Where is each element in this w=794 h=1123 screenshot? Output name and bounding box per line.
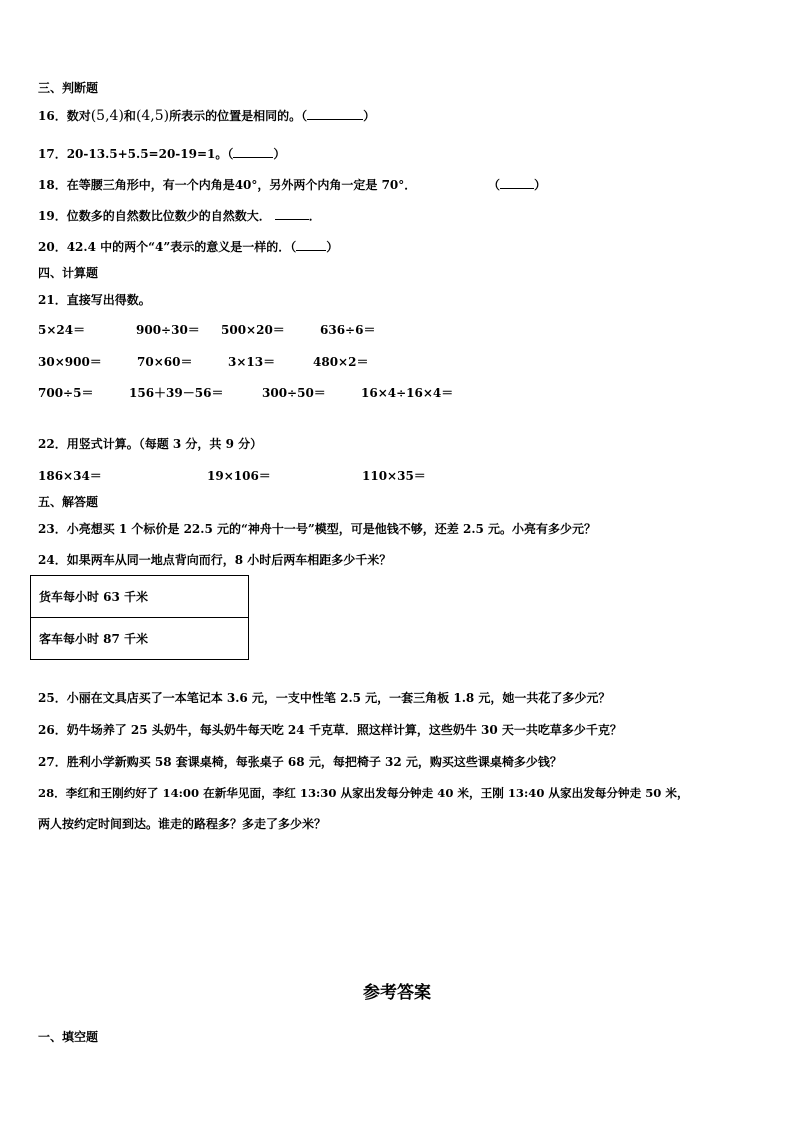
calc-item: 636÷6＝ [320,323,376,337]
question-18-answer: （ ） [488,178,547,192]
answer-blank[interactable] [307,108,363,120]
question-23: 23．小亮想买 1 个标价是 22.5 元的“神舟十一号”模型，可是他钱不够，还差 2.5 元。小亮有多少元？ [38,522,597,536]
calc-item: 480×2＝ [313,355,369,369]
question-number: 23． [38,522,67,536]
calc-item: 300÷50＝ [262,386,326,400]
table-cell: 客车每小时 87 千米 [31,618,249,660]
question-number: 16． [38,109,67,123]
question-number: 18． [38,178,67,192]
table-cell: 货车每小时 63 千米 [31,576,249,618]
question-number: 27． [38,755,67,769]
question-25: 25．小丽在文具店买了一本笔记本 3.6 元，一支中性笔 2.5 元，一套三角板 1.8 元，她一共花了多少元？ [38,691,611,705]
question-20: 20．42.4 中的两个“4”表示的意义是一样的．（ ） [38,240,339,254]
section-heading-judgment: 三、判断题 [38,81,99,95]
question-number: 24． [38,553,67,567]
question-number: 21． [38,293,67,307]
calc-item: 16×4÷16×4＝ [361,386,454,400]
question-17: 17．20-13.5+5.5=20-19=1。（ ） [38,147,286,161]
coordinate-pair-2: (4,5) [135,108,170,124]
answer-blank[interactable] [233,146,273,158]
speed-info-table [30,575,249,660]
question-22: 22．用竖式计算。（每题 3 分，共 9 分） [38,437,263,451]
answer-blank[interactable] [296,239,326,251]
vertical-calc-item: 110×35＝ [362,469,426,483]
answer-blank[interactable] [500,177,534,189]
question-21: 21．直接写出得数。 [38,293,151,307]
calc-item: 900÷30＝ [136,323,200,337]
question-26: 26．奶牛场养了 25 头奶牛，每头奶牛每天吃 24 千克草．照这样计算，这些奶牛 30 天一共吃草多少千克？ [38,723,622,737]
question-number: 22． [38,437,67,451]
question-19: 19．位数多的自然数比位数少的自然数大． ． [38,209,321,223]
calc-item: 30×900＝ [38,355,102,369]
vertical-calc-item: 19×106＝ [207,469,271,483]
table-row [31,576,249,618]
question-number: 20． [38,240,67,254]
section-heading-word-problems: 五、解答题 [38,495,99,509]
answer-blank[interactable] [275,208,309,220]
section-heading-calculation: 四、计算题 [38,266,99,280]
question-number: 17． [38,147,67,161]
answers-title: 参考答案 [363,983,431,1003]
answers-section-heading: 一、填空题 [38,1030,99,1044]
calc-item: 700÷5＝ [38,386,94,400]
question-28: 28．李红和王刚约好了 14:00 在新华见面，李红 13:30 从家出发每分钟走 40 米，王刚 13:40 从家出发每分钟走 50 米， [38,786,689,800]
question-27: 27．胜利小学新购买 58 套课桌椅，每张桌子 68 元，每把椅子 32 元，购买这些课桌椅多少钱？ [38,755,562,769]
calc-item: 3×13＝ [228,355,276,369]
question-16: 16．数对(5,4)和(4,5)所表示的位置是相同的。（ ） [38,108,376,124]
question-28-line2: 两人按约定时间到达。谁走的路程多？多走了多少米？ [38,817,327,831]
calc-item: 70×60＝ [137,355,193,369]
coordinate-pair-1: (5,4) [90,108,124,124]
table-row [31,618,249,660]
vertical-calc-item: 186×34＝ [38,469,102,483]
question-number: 19． [38,209,67,223]
calc-item: 156＋39－56＝ [129,386,224,400]
question-number: 26． [38,723,67,737]
question-24: 24．如果两车从同一地点背向而行，8 小时后两车相距多少千米？ [38,553,392,567]
calc-item: 500×20＝ [221,323,285,337]
question-18: 18．在等腰三角形中，有一个内角是40°，另外两个内角一定是 70°． [38,178,417,192]
calc-item: 5×24＝ [38,323,86,337]
question-number: 25． [38,691,67,705]
question-number: 28． [38,786,66,800]
